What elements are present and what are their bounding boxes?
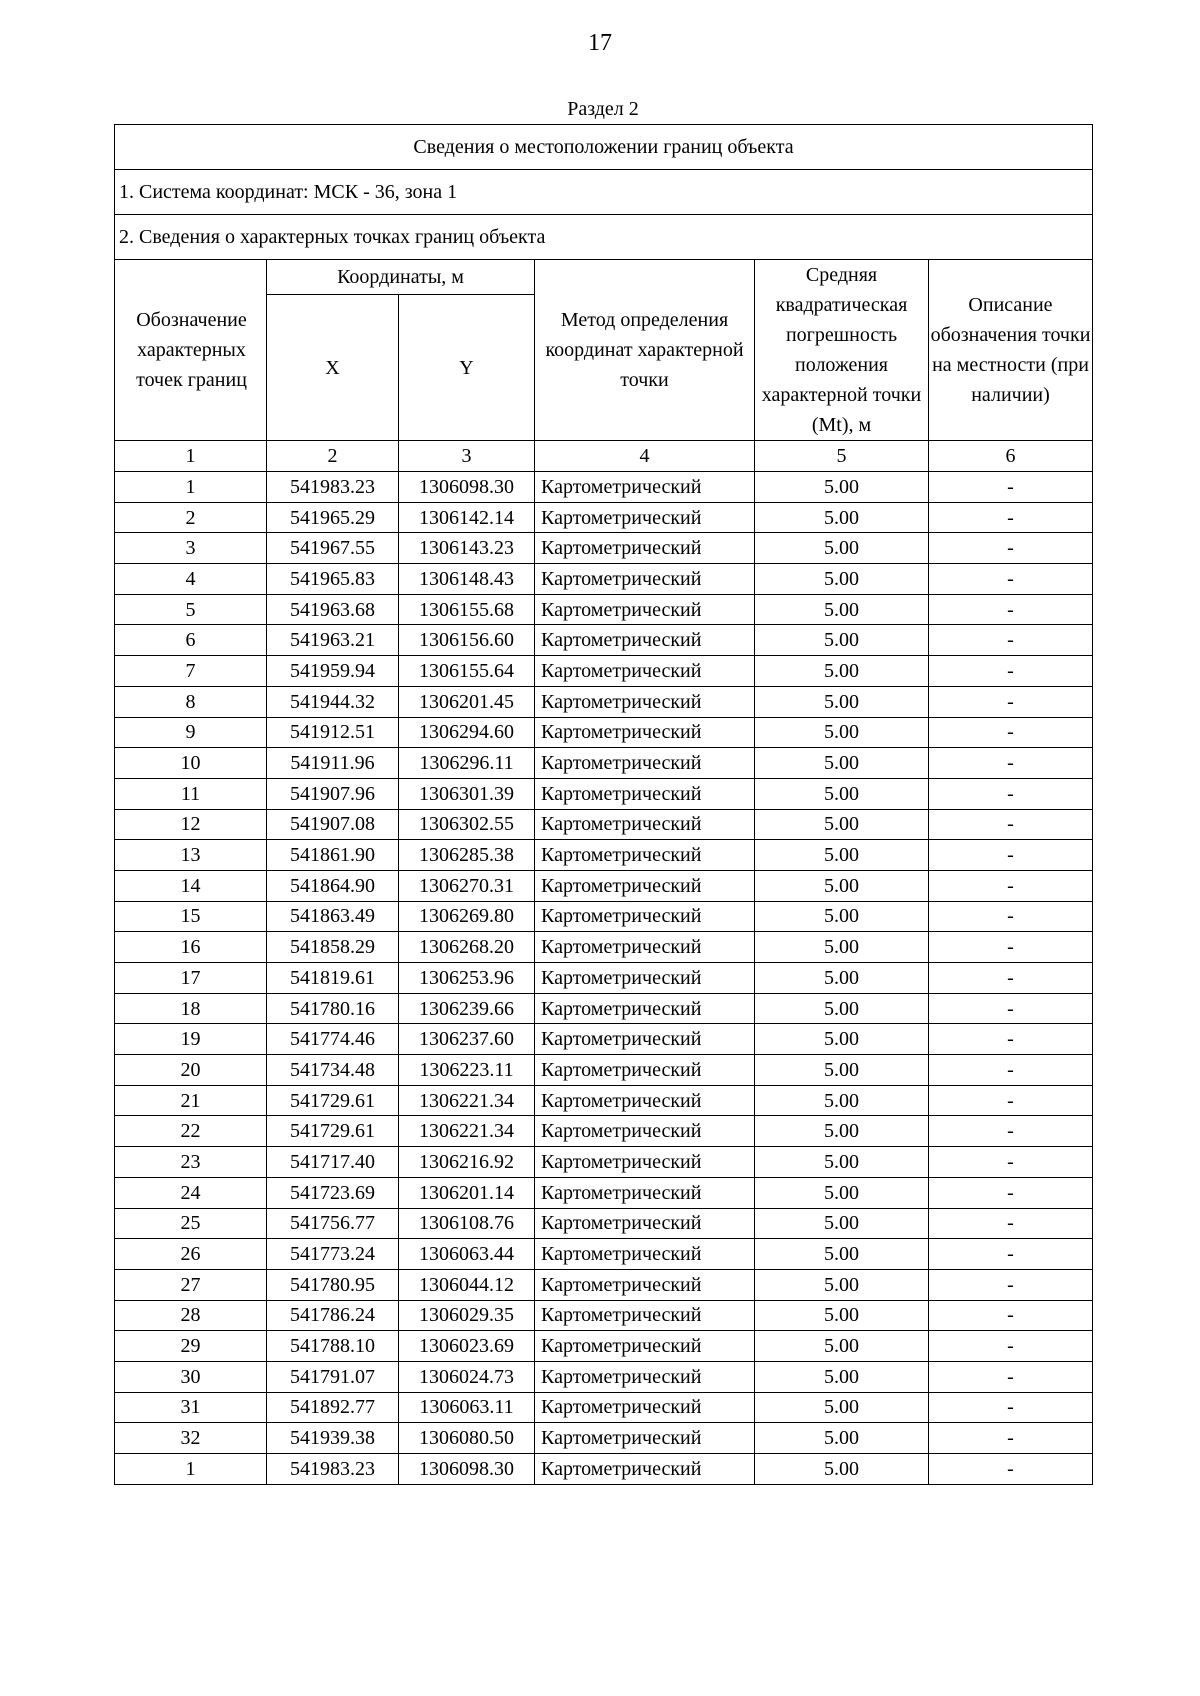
mean-error-cell: 5.00 [755,809,929,840]
x-coordinate-cell: 541912.51 [267,717,399,748]
description-cell: - [929,963,1093,994]
mean-error-cell: 5.00 [755,963,929,994]
header-y: Y [399,295,535,441]
y-coordinate-cell: 1306294.60 [399,717,535,748]
description-cell: - [929,1208,1093,1239]
x-coordinate-cell: 541786.24 [267,1300,399,1331]
method-cell: Картометрический [535,870,755,901]
method-cell: Картометрический [535,1361,755,1392]
point-number-cell: 11 [115,778,267,809]
method-cell: Картометрический [535,1331,755,1362]
description-cell: - [929,778,1093,809]
y-coordinate-cell: 1306270.31 [399,870,535,901]
table-row [115,472,1093,503]
y-coordinate-cell: 1306156.60 [399,625,535,656]
method-cell: Картометрический [535,1269,755,1300]
section-label: Раздел 2 [567,98,639,120]
description-cell: - [929,533,1093,564]
table-title: Сведения о местоположении границ объекта [115,125,1093,170]
x-coordinate-cell: 541863.49 [267,901,399,932]
point-number-cell: 18 [115,993,267,1024]
description-cell: - [929,686,1093,717]
x-coordinate-cell: 541959.94 [267,656,399,687]
method-cell: Картометрический [535,840,755,871]
x-coordinate-cell: 541939.38 [267,1423,399,1454]
y-coordinate-cell: 1306029.35 [399,1300,535,1331]
method-cell: Картометрический [535,1454,755,1485]
x-coordinate-cell: 541780.16 [267,993,399,1024]
y-coordinate-cell: 1306063.44 [399,1239,535,1270]
x-coordinate-cell: 541963.21 [267,625,399,656]
description-cell: - [929,809,1093,840]
method-cell: Картометрический [535,656,755,687]
point-number-cell: 7 [115,656,267,687]
table-row [115,717,1093,748]
mean-error-cell: 5.00 [755,472,929,503]
y-coordinate-cell: 1306216.92 [399,1147,535,1178]
method-cell: Картометрический [535,625,755,656]
x-coordinate-cell: 541756.77 [267,1208,399,1239]
mean-error-cell: 5.00 [755,1361,929,1392]
y-coordinate-cell: 1306239.66 [399,993,535,1024]
mean-error-cell: 5.00 [755,1116,929,1147]
mean-error-cell: 5.00 [755,1177,929,1208]
table-row [115,963,1093,994]
description-cell: - [929,870,1093,901]
point-number-cell: 32 [115,1423,267,1454]
point-number-cell: 1 [115,1454,267,1485]
table-row [115,1300,1093,1331]
x-coordinate-cell: 541967.55 [267,533,399,564]
y-coordinate-cell: 1306148.43 [399,564,535,595]
method-cell: Картометрический [535,1147,755,1178]
y-coordinate-cell: 1306223.11 [399,1055,535,1086]
method-cell: Картометрический [535,1239,755,1270]
x-coordinate-cell: 541773.24 [267,1239,399,1270]
y-coordinate-cell: 1306221.34 [399,1085,535,1116]
table-row [115,686,1093,717]
method-cell: Картометрический [535,472,755,503]
table-row [115,564,1093,595]
y-coordinate-cell: 1306108.76 [399,1208,535,1239]
method-cell: Картометрический [535,502,755,533]
method-cell: Картометрический [535,564,755,595]
description-cell: - [929,1055,1093,1086]
method-cell: Картометрический [535,686,755,717]
description-cell: - [929,656,1093,687]
description-cell: - [929,594,1093,625]
x-coordinate-cell: 541907.08 [267,809,399,840]
header-description: Описание обозначения точки на местности (при наличии) [929,260,1093,441]
table-row [115,1147,1093,1178]
table-row [115,932,1093,963]
x-coordinate-cell: 541717.40 [267,1147,399,1178]
point-number-cell: 29 [115,1331,267,1362]
method-cell: Картометрический [535,717,755,748]
y-coordinate-cell: 1306044.12 [399,1269,535,1300]
point-number-cell: 28 [115,1300,267,1331]
description-cell: - [929,932,1093,963]
y-coordinate-cell: 1306098.30 [399,1454,535,1485]
header-point-designation: Обозначение характерных точек границ [115,260,267,441]
x-coordinate-cell: 541983.23 [267,1454,399,1485]
method-cell: Картометрический [535,533,755,564]
table-row [115,502,1093,533]
x-coordinate-cell: 541729.61 [267,1085,399,1116]
mean-error-cell: 5.00 [755,1024,929,1055]
mean-error-cell: 5.00 [755,932,929,963]
point-number-cell: 3 [115,533,267,564]
x-coordinate-cell: 541734.48 [267,1055,399,1086]
y-coordinate-cell: 1306302.55 [399,809,535,840]
x-coordinate-cell: 541911.96 [267,748,399,779]
method-cell: Картометрический [535,901,755,932]
mean-error-cell: 5.00 [755,993,929,1024]
table-row [115,993,1093,1024]
mean-error-cell: 5.00 [755,1085,929,1116]
description-cell: - [929,717,1093,748]
y-coordinate-cell: 1306080.50 [399,1423,535,1454]
description-cell: - [929,1300,1093,1331]
y-coordinate-cell: 1306201.14 [399,1177,535,1208]
mean-error-cell: 5.00 [755,870,929,901]
header-method: Метод определения координат характерной точки [535,260,755,441]
x-coordinate-cell: 541861.90 [267,840,399,871]
x-coordinate-cell: 541788.10 [267,1331,399,1362]
mean-error-cell: 5.00 [755,901,929,932]
y-coordinate-cell: 1306221.34 [399,1116,535,1147]
y-coordinate-cell: 1306253.96 [399,963,535,994]
description-cell: - [929,1239,1093,1270]
y-coordinate-cell: 1306023.69 [399,1331,535,1362]
point-number-cell: 27 [115,1269,267,1300]
mean-error-cell: 5.00 [755,1208,929,1239]
y-coordinate-cell: 1306024.73 [399,1361,535,1392]
y-coordinate-cell: 1306143.23 [399,533,535,564]
point-number-cell: 10 [115,748,267,779]
description-cell: - [929,748,1093,779]
x-coordinate-cell: 541892.77 [267,1392,399,1423]
x-coordinate-cell: 541858.29 [267,932,399,963]
x-coordinate-cell: 541965.83 [267,564,399,595]
description-cell: - [929,1085,1093,1116]
point-number-cell: 19 [115,1024,267,1055]
column-number: 2 [267,441,399,472]
table-row [115,1269,1093,1300]
method-cell: Картометрический [535,1177,755,1208]
point-number-cell: 17 [115,963,267,994]
points-heading: 2. Сведения о характерных точках границ объекта [115,215,1093,260]
x-coordinate-cell: 541791.07 [267,1361,399,1392]
table-row [115,1208,1093,1239]
y-coordinate-cell: 1306063.11 [399,1392,535,1423]
x-coordinate-cell: 541723.69 [267,1177,399,1208]
point-number-cell: 5 [115,594,267,625]
y-coordinate-cell: 1306301.39 [399,778,535,809]
y-coordinate-cell: 1306237.60 [399,1024,535,1055]
y-coordinate-cell: 1306268.20 [399,932,535,963]
page-number: 17 [588,30,612,56]
point-number-cell: 25 [115,1208,267,1239]
y-coordinate-cell: 1306269.80 [399,901,535,932]
y-coordinate-cell: 1306098.30 [399,472,535,503]
description-cell: - [929,840,1093,871]
description-cell: - [929,1331,1093,1362]
method-cell: Картометрический [535,1423,755,1454]
coordinate-system: 1. Система координат: МСК - 36, зона 1 [115,170,1093,215]
mean-error-cell: 5.00 [755,1055,929,1086]
method-cell: Картометрический [535,809,755,840]
table-row [115,1423,1093,1454]
column-number: 1 [115,441,267,472]
table-row [115,1055,1093,1086]
method-cell: Картометрический [535,1208,755,1239]
description-cell: - [929,1024,1093,1055]
x-coordinate-cell: 541819.61 [267,963,399,994]
point-number-cell: 30 [115,1361,267,1392]
header-x: X [267,295,399,441]
method-cell: Картометрический [535,1116,755,1147]
table-row [115,1177,1093,1208]
description-cell: - [929,564,1093,595]
mean-error-cell: 5.00 [755,686,929,717]
y-coordinate-cell: 1306155.68 [399,594,535,625]
description-cell: - [929,1269,1093,1300]
table-row [115,748,1093,779]
x-coordinate-cell: 541965.29 [267,502,399,533]
method-cell: Картометрический [535,1055,755,1086]
point-number-cell: 14 [115,870,267,901]
table-row [115,594,1093,625]
y-coordinate-cell: 1306296.11 [399,748,535,779]
table-row [115,1331,1093,1362]
description-cell: - [929,472,1093,503]
x-coordinate-cell: 541780.95 [267,1269,399,1300]
table-row [115,870,1093,901]
table-row [115,1392,1093,1423]
point-number-cell: 13 [115,840,267,871]
point-number-cell: 8 [115,686,267,717]
point-number-cell: 1 [115,472,267,503]
mean-error-cell: 5.00 [755,1269,929,1300]
point-number-cell: 15 [115,901,267,932]
x-coordinate-cell: 541864.90 [267,870,399,901]
x-coordinate-cell: 541907.96 [267,778,399,809]
method-cell: Картометрический [535,1300,755,1331]
point-number-cell: 31 [115,1392,267,1423]
x-coordinate-cell: 541729.61 [267,1116,399,1147]
description-cell: - [929,1177,1093,1208]
mean-error-cell: 5.00 [755,533,929,564]
table-row [115,1085,1093,1116]
column-number: 3 [399,441,535,472]
point-number-cell: 21 [115,1085,267,1116]
mean-error-cell: 5.00 [755,594,929,625]
method-cell: Картометрический [535,1024,755,1055]
y-coordinate-cell: 1306285.38 [399,840,535,871]
description-cell: - [929,1423,1093,1454]
mean-error-cell: 5.00 [755,502,929,533]
point-number-cell: 22 [115,1116,267,1147]
description-cell: - [929,1454,1093,1485]
table-row [115,1116,1093,1147]
mean-error-cell: 5.00 [755,1454,929,1485]
description-cell: - [929,502,1093,533]
table-row [115,809,1093,840]
mean-error-cell: 5.00 [755,1147,929,1178]
point-number-cell: 23 [115,1147,267,1178]
description-cell: - [929,901,1093,932]
x-coordinate-cell: 541774.46 [267,1024,399,1055]
x-coordinate-cell: 541963.68 [267,594,399,625]
column-number: 5 [755,441,929,472]
header-coordinates: Координаты, м [267,260,535,295]
mean-error-cell: 5.00 [755,778,929,809]
point-number-cell: 26 [115,1239,267,1270]
point-number-cell: 16 [115,932,267,963]
method-cell: Картометрический [535,993,755,1024]
header-mean-error: Средняя квадратическая погрешность положения характерной точки (Mt), м [755,260,929,441]
mean-error-cell: 5.00 [755,1300,929,1331]
description-cell: - [929,1392,1093,1423]
table-body [115,472,1093,1485]
description-cell: - [929,993,1093,1024]
description-cell: - [929,625,1093,656]
method-cell: Картометрический [535,932,755,963]
description-cell: - [929,1116,1093,1147]
table-row [115,778,1093,809]
column-number: 4 [535,441,755,472]
table-row [115,1361,1093,1392]
point-number-cell: 6 [115,625,267,656]
table-row [115,901,1093,932]
description-cell: - [929,1361,1093,1392]
point-number-cell: 2 [115,502,267,533]
table-row [115,656,1093,687]
mean-error-cell: 5.00 [755,1239,929,1270]
method-cell: Картометрический [535,1392,755,1423]
mean-error-cell: 5.00 [755,1423,929,1454]
point-number-cell: 9 [115,717,267,748]
method-cell: Картометрический [535,594,755,625]
y-coordinate-cell: 1306155.64 [399,656,535,687]
point-number-cell: 12 [115,809,267,840]
method-cell: Картометрический [535,1085,755,1116]
table-row [115,840,1093,871]
table-row [115,1239,1093,1270]
method-cell: Картометрический [535,748,755,779]
description-cell: - [929,1147,1093,1178]
mean-error-cell: 5.00 [755,748,929,779]
y-coordinate-cell: 1306201.45 [399,686,535,717]
method-cell: Картометрический [535,963,755,994]
mean-error-cell: 5.00 [755,1331,929,1362]
table-row [115,533,1093,564]
mean-error-cell: 5.00 [755,1392,929,1423]
mean-error-cell: 5.00 [755,717,929,748]
y-coordinate-cell: 1306142.14 [399,502,535,533]
point-number-cell: 20 [115,1055,267,1086]
x-coordinate-cell: 541983.23 [267,472,399,503]
method-cell: Картометрический [535,778,755,809]
table-row [115,1024,1093,1055]
mean-error-cell: 5.00 [755,840,929,871]
boundary-points-table [114,124,1093,1485]
table-row [115,625,1093,656]
mean-error-cell: 5.00 [755,564,929,595]
x-coordinate-cell: 541944.32 [267,686,399,717]
point-number-cell: 4 [115,564,267,595]
mean-error-cell: 5.00 [755,656,929,687]
column-number: 6 [929,441,1093,472]
table-row [115,1454,1093,1485]
mean-error-cell: 5.00 [755,625,929,656]
point-number-cell: 24 [115,1177,267,1208]
